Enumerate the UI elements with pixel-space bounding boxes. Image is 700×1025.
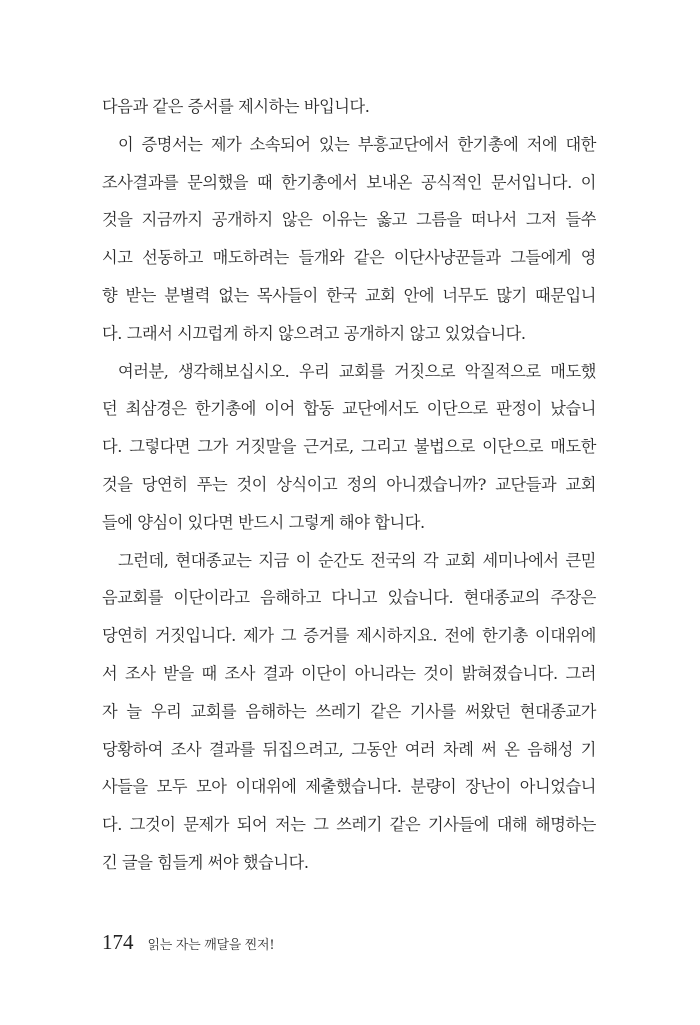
page-footer [102,930,274,960]
running-title: 읽는 자는 깨달을 찐저! [147,938,275,953]
page-number: 174 [102,930,134,954]
text-line: 사들을 모두 모아 이대위에 제출했습니다. 분량이 장난이 아니었습니 [102,777,596,797]
text-line: 그런데, 현대종교는 지금 이 순간도 전국의 각 교회 세미나에서 큰믿 [118,550,596,570]
text-line: 긴 글을 힘들게 써야 했습니다. [102,852,309,872]
text-line: 자 늘 우리 교회를 음해하는 쓰레기 같은 기사를 써왔던 현대종교가 [102,701,596,721]
body-text [102,88,596,882]
text-line: 향 받는 분별력 없는 목사들이 한국 교회 안에 너무도 많기 때문입니 [102,285,596,305]
text-line: 다. 그렇다면 그가 거짓말을 근거로, 그리고 불법으로 이단으로 매도한 [102,437,596,457]
text-line: 음교회를 이단이라고 음해하고 다니고 있습니다. 현대종교의 주장은 [102,588,596,608]
text-line: 이 증명서는 제가 소속되어 있는 부흥교단에서 한기총에 저에 대한 [118,134,596,154]
text-line: 당황하여 조사 결과를 뒤집으려고, 그동안 여러 차례 써 온 음해성 기 [102,739,596,759]
text-line: 것을 당연히 푸는 것이 상식이고 정의 아니겠습니까? 교단들과 교회 [102,474,596,494]
text-line: 여러분, 생각해보십시오. 우리 교회를 거짓으로 악질적으로 매도했 [118,361,596,381]
text-line: 다. 그것이 문제가 되어 저는 그 쓰레기 같은 기사들에 대해 해명하는 [102,815,596,835]
text-line: 다. 그래서 시끄럽게 하지 않으려고 공개하지 않고 있었습니다. [102,323,526,343]
text-line: 당연히 거짓입니다. 제가 그 증거를 제시하지요. 전에 한기총 이대위에 [102,626,596,646]
text-line: 던 최삼경은 한기총에 이어 합동 교단에서도 이단으로 판정이 났습니 [102,399,596,419]
text-line: 조사결과를 문의했을 때 한기총에서 보내온 공식적인 문서입니다. 이 [102,172,596,192]
text-line: 서 조사 받을 때 조사 결과 이단이 아니라는 것이 밝혀졌습니다. 그러 [102,663,596,683]
text-line: 시고 선동하고 매도하려는 들개와 같은 이단사냥꾼들과 그들에게 영 [102,248,596,268]
text-line: 것을 지금까지 공개하지 않은 이유는 옳고 그름을 떠나서 그저 들쑤 [102,210,596,230]
text-line: 들에 양심이 있다면 반드시 그렇게 해야 합니다. [102,512,425,532]
text-line: 다음과 같은 증서를 제시하는 바입니다. [102,97,370,116]
